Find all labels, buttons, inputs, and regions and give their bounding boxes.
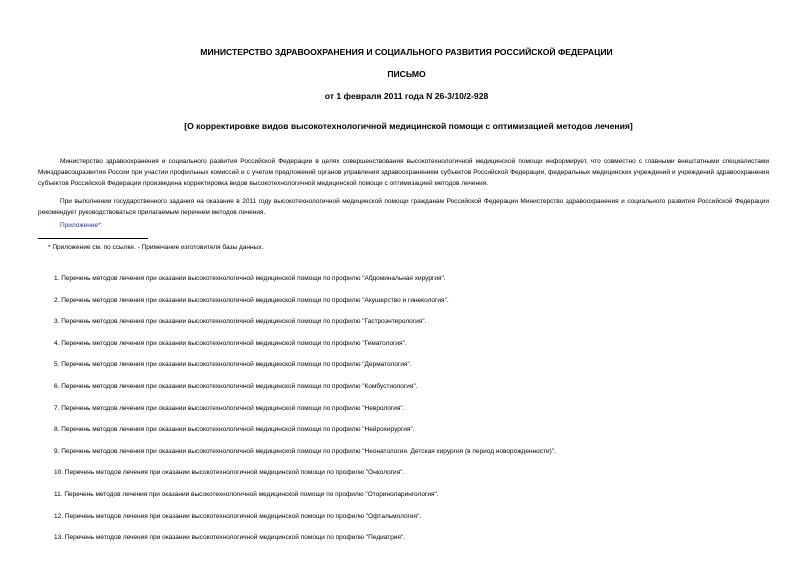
list-item: 11. Перечень методов лечения при оказании высокотехнологичной медицинской помощи по профилю "Оториноларингология". [54,490,439,498]
list-item: 7. Перечень методов лечения при оказании высокотехнологичной медицинской помощи по профилю "Неврология". [54,404,405,412]
methods-list [54,273,556,554]
list-item: 12. Перечень методов лечения при оказании высокотехнологичной медицинской помощи по профилю "Офтальмология". [54,512,422,520]
document-subject: [О корректировке видов высокотехнологичной медицинской помощи с оптимизацией методов лечения] [184,121,633,131]
list-item: 6. Перечень методов лечения при оказании высокотехнологичной медицинской помощи по профилю "Комбустиология". [54,382,418,390]
list-item: 4. Перечень методов лечения при оказании высокотехнологичной медицинской помощи по профилю "Гематология". [54,339,407,347]
footnote-text: * Приложение см. по ссылке. - Примечание изготовителя базы данных. [48,244,264,251]
list-item: 3. Перечень методов лечения при оказании высокотехнологичной медицинской помощи по профилю "Гастроэнтерология". [54,318,427,326]
list-item: 13. Перечень методов лечения при оказании высокотехнологичной медицинской помощи по профилю "Педиатрия". [54,534,406,542]
list-item: 2. Перечень методов лечения при оказании высокотехнологичной медицинской помощи по профилю "Акушерство и гинекология". [54,296,449,304]
list-item: 5. Перечень методов лечения при оказании высокотехнологичной медицинской помощи по профилю "Дерматология". [54,361,412,369]
footnote-divider [38,238,148,239]
list-item: 9. Перечень методов лечения при оказании высокотехнологичной медицинской помощи по профилю "Неонатология. Детская хирургия (в период новорожденности)". [54,447,556,455]
appendix-link[interactable]: Приложение*: [60,222,103,229]
document-date-number: от 1 февраля 2011 года N 26-3/10/2-928 [324,91,489,101]
body-paragraph-2: При выполнении государственного задания на оказание в 2011 году высокотехнологичной медицинской помощи гражданам Российской Федерации Министерство здравоохранения и социального развития Российской Федерации рекомендует руководствоваться прилагаемым перечнем методов лечения. [38,197,769,216]
list-item: 1. Перечень методов лечения при оказании высокотехнологичной медицинской помощи по профилю "Абдоминальная хирургия". [54,275,446,282]
body-paragraph-1: Министерство здравоохранения и социального развития Российской Федерации в целях совершенствования высокотехнологичной медицинской помощи информирует, что совместно с главными внештатными специалистами Минздравсоцразвития России при участии профильных комиссий и с учетом предложений органов управления здравоохранением субъектов Российской Федерации, федеральных медицинских учреждений и учреждений здравоохранения субъектов Российской Федерации произведена корректировка видов высокотехнологичной медицинской помощи с оптимизацией методов лечения. [38,157,769,187]
document-type: ПИСЬМО [387,69,426,79]
ministry-title: МИНИСТЕРСТВО ЗДРАВООХРАНЕНИЯ И СОЦИАЛЬНОГО РАЗВИТИЯ РОССИЙСКОЙ ФЕДЕРАЦИИ [200,47,613,57]
list-item: 10. Перечень методов лечения при оказании высокотехнологичной медицинской помощи по профилю "Онкология". [54,469,405,477]
list-item: 8. Перечень методов лечения при оказании высокотехнологичной медицинской помощи по профилю "Нейрохирургия". [54,426,415,434]
